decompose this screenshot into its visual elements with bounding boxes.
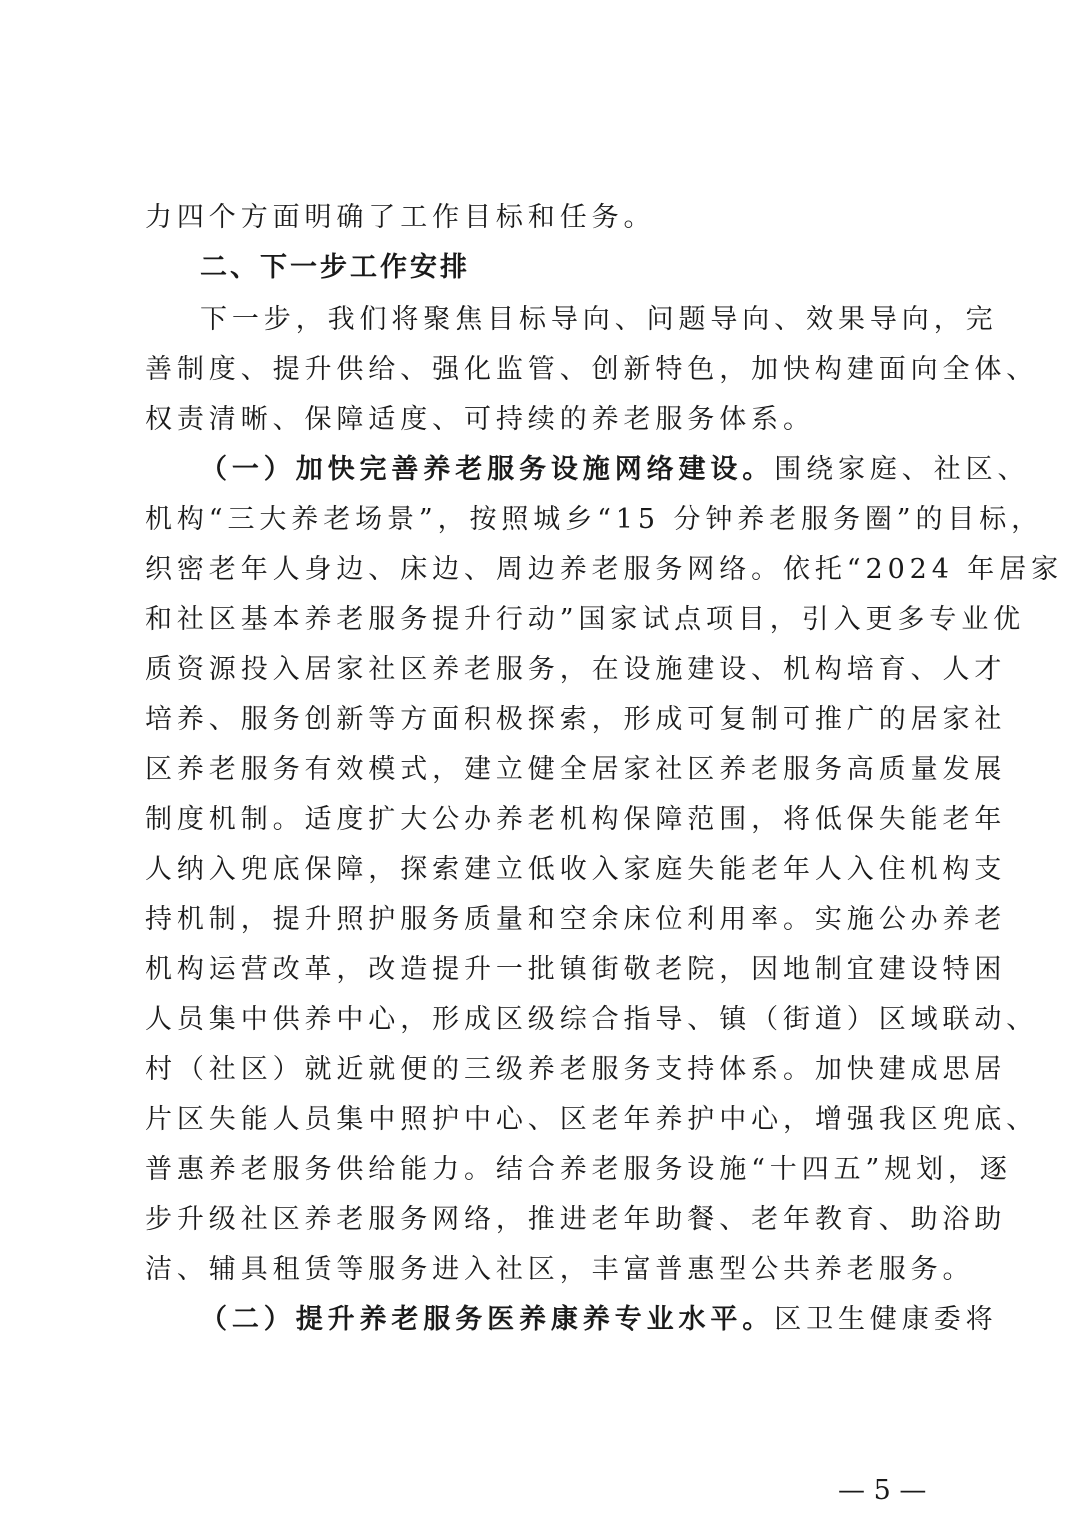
- paragraph-line: [145, 1202, 1007, 1238]
- text-line: 力四个方面明确了工作目标和任务。: [145, 202, 656, 233]
- paragraph-line: [145, 602, 1026, 638]
- text-line: 围绕家庭、社区、: [774, 454, 1030, 485]
- paragraph-line: [145, 1052, 1007, 1088]
- text-line: 片区失能人员集中照护中心、区老年养护中心，增强我区兜底、: [145, 1104, 1039, 1135]
- paragraph-line: [145, 1252, 975, 1288]
- text-line: 善制度、提升供给、强化监管、创新特色，加快构建面向全体、: [145, 354, 1039, 385]
- paragraph-line: [145, 652, 1007, 688]
- paragraph-line: [145, 802, 1007, 838]
- text-line: 人纳入兜底保障，探索建立低收入家庭失能老年人入住机构支: [145, 854, 1007, 885]
- text-line: 区卫生健康委将: [774, 1304, 998, 1335]
- paragraph-line: [145, 902, 1007, 938]
- paragraph-line: [145, 502, 1044, 538]
- paragraph-line: [145, 1002, 1039, 1038]
- section-heading-text: 二、下一步工作安排: [200, 252, 470, 283]
- text-line: 织密老年人身边、床边、周边养老服务网络。依托“2024 年居家: [145, 554, 1063, 585]
- text-line: 步升级社区养老服务网络，推进老年助餐、老年教育、助浴助: [145, 1204, 1007, 1235]
- paragraph-line: [145, 852, 1007, 888]
- paragraph-line: [145, 702, 1007, 738]
- text-line: 机构“三大养老场景”，按照城乡“15 分钟养老服务圈”的目标，: [145, 504, 1044, 535]
- text-line: 制度机制。适度扩大公办养老机构保障范围，将低保失能老年: [145, 804, 1007, 835]
- text-line: 普惠养老服务供给能力。结合养老服务设施“十四五”规划，逐: [145, 1154, 1012, 1185]
- paragraph-line: [145, 752, 1007, 788]
- section-heading: [200, 250, 935, 286]
- subsection-line: [200, 1302, 998, 1338]
- text-line: 持机制，提升照护服务质量和空余床位利用率。实施公办养老: [145, 904, 1007, 935]
- text-line: 区养老服务有效模式，建立健全居家社区养老服务高质量发展: [145, 754, 1007, 785]
- paragraph-line: [145, 402, 935, 438]
- text-line: 机构运营改革，改造提升一批镇街敬老院，因地制宜建设特困: [145, 954, 1007, 985]
- text-line: 村（社区）就近就便的三级养老服务支持体系。加快建成思居: [145, 1054, 1007, 1085]
- text-line: 权责清晰、保障适度、可持续的养老服务体系。: [145, 404, 815, 435]
- paragraph-line: [145, 1102, 1039, 1138]
- text-line: 下一步，我们将聚焦目标导向、问题导向、效果导向，完: [200, 304, 998, 335]
- paragraph-line: [145, 552, 1063, 588]
- text-line: 培养、服务创新等方面积极探索，形成可复制可推广的居家社: [145, 704, 1007, 735]
- paragraph-line: [200, 302, 998, 338]
- paragraph-line: [145, 952, 1007, 988]
- paragraph-continuation-line: [145, 200, 935, 236]
- text-line: 人员集中供养中心，形成区级综合指导、镇（街道）区域联动、: [145, 1004, 1039, 1035]
- text-line: 和社区基本养老服务提升行动”国家试点项目，引入更多专业优: [145, 604, 1026, 635]
- paragraph-line: [145, 352, 1039, 388]
- subsection-heading: （一）加快完善养老服务设施网络建设。: [200, 454, 775, 485]
- text-line: 质资源投入居家社区养老服务，在设施建设、机构培育、人才: [145, 654, 1007, 685]
- page-number: — 5 —: [838, 1475, 927, 1506]
- subsection-heading: （二）提升养老服务医养康养专业水平。: [200, 1304, 775, 1335]
- subsection-line: [200, 452, 1030, 488]
- paragraph-line: [145, 1152, 1012, 1188]
- text-line: 洁、辅具租赁等服务进入社区，丰富普惠型公共养老服务。: [145, 1254, 975, 1285]
